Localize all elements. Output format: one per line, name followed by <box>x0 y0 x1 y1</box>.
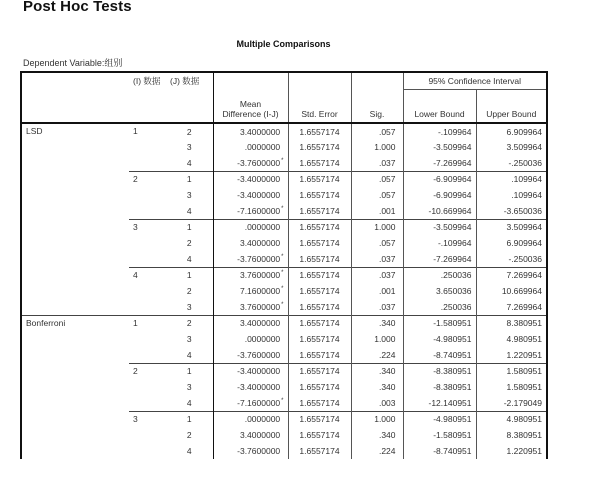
dependent-variable-label: Dependent Variable:组别 <box>23 58 123 68</box>
mean-difference-value: .0000000 <box>244 334 281 344</box>
sig-value: .003 <box>351 395 403 411</box>
i-value: 2 <box>129 171 166 219</box>
lower-bound-value: .250036 <box>403 267 476 283</box>
sig-value: .224 <box>351 443 403 459</box>
sig-value: 1.000 <box>351 331 403 347</box>
mean-difference-value: -3.7600000 <box>237 157 281 168</box>
j-value: 3 <box>186 190 192 200</box>
mean-difference-cell <box>213 267 288 283</box>
mean-difference-value: .0000000 <box>244 142 281 152</box>
lower-bound-value: -4.980951 <box>403 331 476 347</box>
sig-value: .057 <box>351 171 403 187</box>
mean-difference-value: 3.4000000 <box>239 238 281 248</box>
lower-bound-value: -6.909964 <box>403 171 476 187</box>
upper-bound-value: 1.580951 <box>476 379 547 395</box>
lower-bound-value: -7.269964 <box>403 155 476 171</box>
lower-bound-value: -7.269964 <box>403 251 476 267</box>
std-error-value: 1.6557174 <box>288 443 351 459</box>
std-error-value: 1.6557174 <box>288 235 351 251</box>
mean-difference-value: .0000000 <box>244 414 281 425</box>
j-header: (J) 数据 <box>170 76 200 86</box>
table-row <box>21 315 547 331</box>
sig-value: .037 <box>351 251 403 267</box>
upper-bound-value: -.250036 <box>476 155 547 171</box>
confidence-interval-header: 95% Confidence Interval <box>403 72 547 89</box>
j-value: 2 <box>166 315 213 331</box>
mean-difference-value: -3.4000000 <box>237 382 281 392</box>
mean-difference-cell <box>213 219 288 235</box>
std-error-value: 1.6557174 <box>288 363 351 379</box>
mean-difference-cell <box>213 331 288 347</box>
upper-bound-value: .109964 <box>476 171 547 187</box>
sig-value: .037 <box>351 155 403 171</box>
mean-difference-cell <box>213 395 288 411</box>
mean-difference-value: -3.4000000 <box>237 190 281 200</box>
mean-difference-cell <box>213 411 288 427</box>
sig-value: .001 <box>351 203 403 219</box>
mean-difference-value: -3.7600000 <box>237 446 281 456</box>
lower-bound-value: -.109964 <box>403 123 476 139</box>
mean-difference-cell <box>213 251 288 267</box>
j-value: 4 <box>186 253 192 264</box>
i-value: 3 <box>129 219 166 267</box>
sig-value: .340 <box>351 379 403 395</box>
lower-bound-value: -6.909964 <box>403 187 476 203</box>
mean-difference-header <box>213 72 288 123</box>
j-value: 4 <box>186 349 192 360</box>
mean-difference-cell <box>213 187 288 203</box>
std-error-value: 1.6557174 <box>288 139 351 155</box>
table-body <box>21 123 547 459</box>
mean-difference-value: -3.4000000 <box>237 366 281 377</box>
upper-bound-value: -.250036 <box>476 251 547 267</box>
i-value: 2 <box>129 363 166 411</box>
mean-difference-cell <box>213 427 288 443</box>
j-value: 2 <box>166 123 213 139</box>
lower-bound-value: -12.140951 <box>403 395 476 411</box>
upper-bound-value: 6.909964 <box>476 235 547 251</box>
significance-marker: * <box>281 286 284 292</box>
mean-difference-value: 3.7600000 <box>239 301 281 312</box>
sig-header: Sig. <box>351 72 403 123</box>
upper-bound-value: 3.509964 <box>476 219 547 235</box>
mean-difference-value: 7.1600000 <box>239 286 281 296</box>
std-error-value: 1.6557174 <box>288 123 351 139</box>
lower-bound-header: Lower Bound <box>403 89 476 123</box>
upper-bound-value: 4.980951 <box>476 331 547 347</box>
sig-value: .057 <box>351 187 403 203</box>
std-error-value: 1.6557174 <box>288 299 351 315</box>
j-value: 2 <box>186 430 192 440</box>
mean-difference-cell <box>213 235 288 251</box>
mean-difference-cell <box>213 139 288 155</box>
std-error-value: 1.6557174 <box>288 395 351 411</box>
lower-bound-value: -10.669964 <box>403 203 476 219</box>
method-name: LSD <box>21 123 129 315</box>
std-error-value: 1.6557174 <box>288 331 351 347</box>
lower-bound-value: -8.740951 <box>403 443 476 459</box>
upper-bound-value: 3.509964 <box>476 139 547 155</box>
mean-difference-value: -3.7600000 <box>237 349 281 360</box>
j-value: 4 <box>186 157 192 168</box>
mean-difference-cell <box>213 283 288 299</box>
upper-bound-value: 4.980951 <box>476 411 547 427</box>
lower-bound-value: 3.650036 <box>403 283 476 299</box>
mean-difference-value: 3.4000000 <box>239 430 281 440</box>
mean-difference-cell <box>213 299 288 315</box>
j-value: 4 <box>186 397 192 408</box>
lower-bound-value: -4.980951 <box>403 411 476 427</box>
upper-bound-value: 7.269964 <box>476 299 547 315</box>
j-value: 1 <box>166 219 213 235</box>
mean-difference-cell <box>213 315 288 331</box>
mean-difference-value: -7.1600000 <box>237 205 281 216</box>
table-title: Multiple Comparisons <box>236 39 331 49</box>
j-value: 4 <box>186 446 192 456</box>
i-header: (I) 数据 <box>133 76 161 86</box>
i-value: 1 <box>129 123 166 171</box>
sig-value: .057 <box>351 235 403 251</box>
mean-difference-cell <box>213 155 288 171</box>
sig-value: .037 <box>351 299 403 315</box>
std-error-value: 1.6557174 <box>288 379 351 395</box>
sig-value: 1.000 <box>351 219 403 235</box>
std-error-value: 1.6557174 <box>288 155 351 171</box>
mean-difference-value: 3.4000000 <box>239 126 281 137</box>
mean-difference-cell <box>213 203 288 219</box>
significance-marker: * <box>281 157 284 164</box>
lower-bound-value: -3.509964 <box>403 139 476 155</box>
lower-bound-value: .250036 <box>403 299 476 315</box>
sig-value: 1.000 <box>351 411 403 427</box>
std-error-header: Std. Error <box>288 72 351 123</box>
significance-marker: * <box>281 253 284 260</box>
mean-difference-value: -3.4000000 <box>237 174 281 185</box>
lower-bound-value: -8.380951 <box>403 379 476 395</box>
mean-difference-value: 3.4000000 <box>239 318 281 329</box>
upper-bound-value: 6.909964 <box>476 123 547 139</box>
upper-bound-value: 1.580951 <box>476 363 547 379</box>
significance-marker: * <box>281 397 284 404</box>
j-value: 2 <box>186 286 192 296</box>
table-row <box>21 123 547 139</box>
upper-bound-value: 1.220951 <box>476 347 547 363</box>
mean-difference-cell <box>213 379 288 395</box>
mean-difference-header-text: Mean Difference (I-J) <box>222 99 279 119</box>
sig-value: .057 <box>351 123 403 139</box>
method-header <box>21 72 129 123</box>
lower-bound-value: -.109964 <box>403 235 476 251</box>
j-value: 3 <box>186 334 192 344</box>
sig-value: .001 <box>351 283 403 299</box>
j-value: 1 <box>166 171 213 187</box>
i-value: 1 <box>129 315 166 363</box>
method-name: Bonferroni <box>21 315 129 459</box>
j-value: 1 <box>166 267 213 283</box>
sig-value: .340 <box>351 427 403 443</box>
std-error-value: 1.6557174 <box>288 283 351 299</box>
mean-difference-cell <box>213 363 288 379</box>
significance-marker: * <box>281 301 284 308</box>
sig-value: 1.000 <box>351 139 403 155</box>
upper-bound-value: 10.669964 <box>476 283 547 299</box>
sig-value: .340 <box>351 315 403 331</box>
mean-difference-cell <box>213 123 288 139</box>
mean-difference-value: .0000000 <box>244 222 281 233</box>
std-error-value: 1.6557174 <box>288 315 351 331</box>
sig-value: .224 <box>351 347 403 363</box>
upper-bound-header: Upper Bound <box>476 89 547 123</box>
lower-bound-value: -3.509964 <box>403 219 476 235</box>
upper-bound-value: -3.650036 <box>476 203 547 219</box>
j-value: 1 <box>166 411 213 427</box>
mean-difference-value: -7.1600000 <box>237 397 281 408</box>
mean-difference-cell <box>213 171 288 187</box>
std-error-value: 1.6557174 <box>288 251 351 267</box>
std-error-value: 1.6557174 <box>288 267 351 283</box>
j-value: 3 <box>186 301 192 312</box>
std-error-value: 1.6557174 <box>288 203 351 219</box>
sig-value: .037 <box>351 267 403 283</box>
lower-bound-value: -1.580951 <box>403 427 476 443</box>
mean-difference-value: 3.7600000 <box>239 270 281 281</box>
j-value: 2 <box>186 238 192 248</box>
lower-bound-value: -1.580951 <box>403 315 476 331</box>
upper-bound-value: .109964 <box>476 187 547 203</box>
upper-bound-value: 7.269964 <box>476 267 547 283</box>
lower-bound-value: -8.740951 <box>403 347 476 363</box>
upper-bound-value: 1.220951 <box>476 443 547 459</box>
j-value: 3 <box>186 142 192 152</box>
mean-difference-value: -3.7600000 <box>237 253 281 264</box>
j-value: 4 <box>186 205 192 216</box>
std-error-value: 1.6557174 <box>288 411 351 427</box>
significance-marker: * <box>281 205 284 212</box>
j-value: 3 <box>186 382 192 392</box>
std-error-value: 1.6557174 <box>288 219 351 235</box>
std-error-value: 1.6557174 <box>288 171 351 187</box>
std-error-value: 1.6557174 <box>288 347 351 363</box>
header-row <box>21 72 547 89</box>
i-value: 4 <box>129 267 166 315</box>
mean-difference-cell <box>213 443 288 459</box>
multiple-comparisons-table <box>20 71 548 459</box>
mean-difference-cell <box>213 347 288 363</box>
j-value: 1 <box>166 363 213 379</box>
upper-bound-value: 8.380951 <box>476 427 547 443</box>
i-value: 3 <box>129 411 166 459</box>
upper-bound-value: 8.380951 <box>476 315 547 331</box>
std-error-value: 1.6557174 <box>288 427 351 443</box>
significance-marker: * <box>281 270 284 277</box>
sig-value: .340 <box>351 363 403 379</box>
lower-bound-value: -8.380951 <box>403 363 476 379</box>
upper-bound-value: -2.179049 <box>476 395 547 411</box>
section-title: Post Hoc Tests <box>23 0 132 15</box>
std-error-value: 1.6557174 <box>288 187 351 203</box>
